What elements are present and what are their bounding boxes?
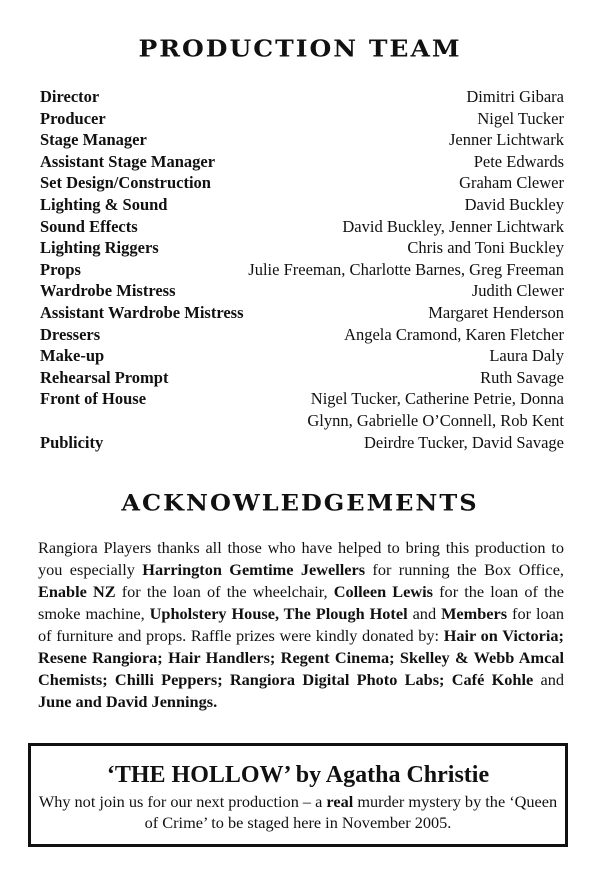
team-name-line: Chris and Toni Buckley: [407, 238, 564, 258]
team-row: [40, 237, 564, 259]
team-role: Dressers: [40, 324, 101, 344]
ack-text: and: [533, 670, 565, 689]
ack-sponsor: Hair on Victoria; Resene Rangiora; Hair Handlers; Regent Cinema; Skelley & Webb Amcal Chemists; Chilli Peppers; Rangiora Digital Photo Labs; Café Kohle: [38, 626, 564, 689]
ack-sponsor: Upholstery House, The Plough Hotel: [149, 604, 408, 623]
acknowledgements-paragraph: [38, 537, 564, 713]
team-names: [364, 432, 564, 454]
team-name-line: Nigel Tucker: [477, 108, 564, 128]
ack-sponsor: Colleen Lewis: [333, 582, 433, 601]
team-name-line: Laura Daly: [489, 346, 564, 366]
team-names: [474, 151, 564, 173]
ack-sponsor: Harrington Gemtime Jewellers: [142, 560, 366, 579]
ack-text: for the loan of the wheelchair,: [115, 582, 334, 601]
team-row: [40, 259, 564, 281]
ack-text: for loan of furniture and props. Raffle prizes were kindly donated by:: [38, 604, 565, 645]
team-row: [40, 151, 564, 173]
acknowledgements-heading: ACKNOWLEDGEMENTS: [121, 488, 479, 517]
team-role: Lighting & Sound: [40, 194, 168, 214]
team-row: [40, 388, 564, 431]
team-name-line: Graham Clewer: [459, 173, 564, 193]
team-names: [465, 194, 564, 216]
team-name-line: Jenner Lichtwark: [449, 130, 564, 150]
team-row: [40, 86, 564, 108]
team-row: [40, 302, 564, 324]
team-role: Set Design/Construction: [40, 173, 211, 193]
ack-sponsor: June and David Jennings.: [38, 692, 218, 711]
team-role: Producer: [40, 108, 106, 128]
team-name-line: Judith Clewer: [471, 281, 564, 301]
ack-text: Rangiora Players thanks all those who have helped to bring this production to you especially: [38, 538, 564, 579]
team-row: [40, 367, 564, 389]
ack-text: for running the Box Office,: [365, 560, 565, 579]
team-name-line: David Buckley, Jenner Lichtwark: [342, 216, 564, 236]
team-role: Director: [40, 87, 100, 106]
team-row: [40, 432, 564, 454]
next-production-box: [28, 743, 568, 847]
team-role: Assistant Stage Manager: [40, 151, 216, 171]
team-row: [40, 108, 564, 130]
team-role: Props: [40, 259, 81, 279]
team-names: [248, 259, 564, 281]
production-team-list: [40, 86, 564, 453]
next-production-text-start: Why not join us for our next production – a: [38, 792, 327, 811]
team-row: [40, 172, 564, 194]
team-row: [40, 280, 564, 302]
team-names: [449, 129, 564, 151]
team-row: [40, 194, 564, 216]
team-role: Lighting Riggers: [40, 238, 159, 258]
team-row: [40, 216, 564, 238]
team-role: Assistant Wardrobe Mistress: [40, 302, 244, 322]
ack-text: for the loan of the smoke machine,: [38, 582, 564, 623]
team-names: [466, 86, 564, 108]
team-role: Sound Effects: [40, 216, 138, 236]
team-names: [489, 345, 564, 367]
team-names: [477, 108, 564, 130]
team-names: [342, 216, 564, 238]
team-role: Wardrobe Mistress: [40, 281, 176, 301]
team-name-line: Dimitri Gibara: [466, 87, 564, 106]
team-name-line: Nigel Tucker, Catherine Petrie, Donna: [310, 389, 564, 409]
team-names: [480, 367, 564, 389]
team-row: [40, 345, 564, 367]
team-names: [407, 237, 564, 259]
team-name-line: Margaret Henderson: [428, 302, 564, 322]
team-names: [307, 388, 564, 431]
team-name-line: Angela Cramond, Karen Fletcher: [344, 324, 564, 344]
next-production-text: [31, 791, 565, 833]
team-name-line: Glynn, Gabrielle O’Connell, Rob Kent: [307, 410, 564, 430]
team-names: [472, 280, 564, 302]
next-production-text-end: murder mystery by the ‘Queen of Crime’ to be staged here in November 2005.: [144, 792, 558, 832]
team-names: [459, 172, 564, 194]
team-role: Rehearsal Prompt: [40, 367, 169, 387]
team-role: Publicity: [40, 432, 104, 452]
team-name-line: Ruth Savage: [480, 367, 564, 387]
team-name-line: David Buckley: [464, 194, 564, 214]
team-name-line: Deirdre Tucker, David Savage: [363, 432, 564, 452]
team-names: [428, 302, 564, 324]
production-team-heading: PRODUCTION TEAM: [138, 34, 462, 63]
team-row: [40, 129, 564, 151]
team-name-line: Julie Freeman, Charlotte Barnes, Greg Freeman: [248, 259, 564, 279]
ack-text: and: [407, 604, 442, 623]
team-role: Stage Manager: [40, 130, 147, 150]
team-names: [344, 324, 564, 346]
team-name-line: Pete Edwards: [473, 151, 564, 171]
team-role: Front of House: [40, 389, 147, 409]
ack-sponsor: Enable NZ: [38, 582, 116, 601]
next-production-text-emphasis: real: [326, 792, 354, 811]
ack-sponsor: Members: [441, 604, 508, 623]
team-row: [40, 324, 564, 346]
team-role: Make-up: [40, 346, 105, 366]
next-production-title: ‘THE HOLLOW’ by Agatha Christie: [106, 762, 490, 788]
